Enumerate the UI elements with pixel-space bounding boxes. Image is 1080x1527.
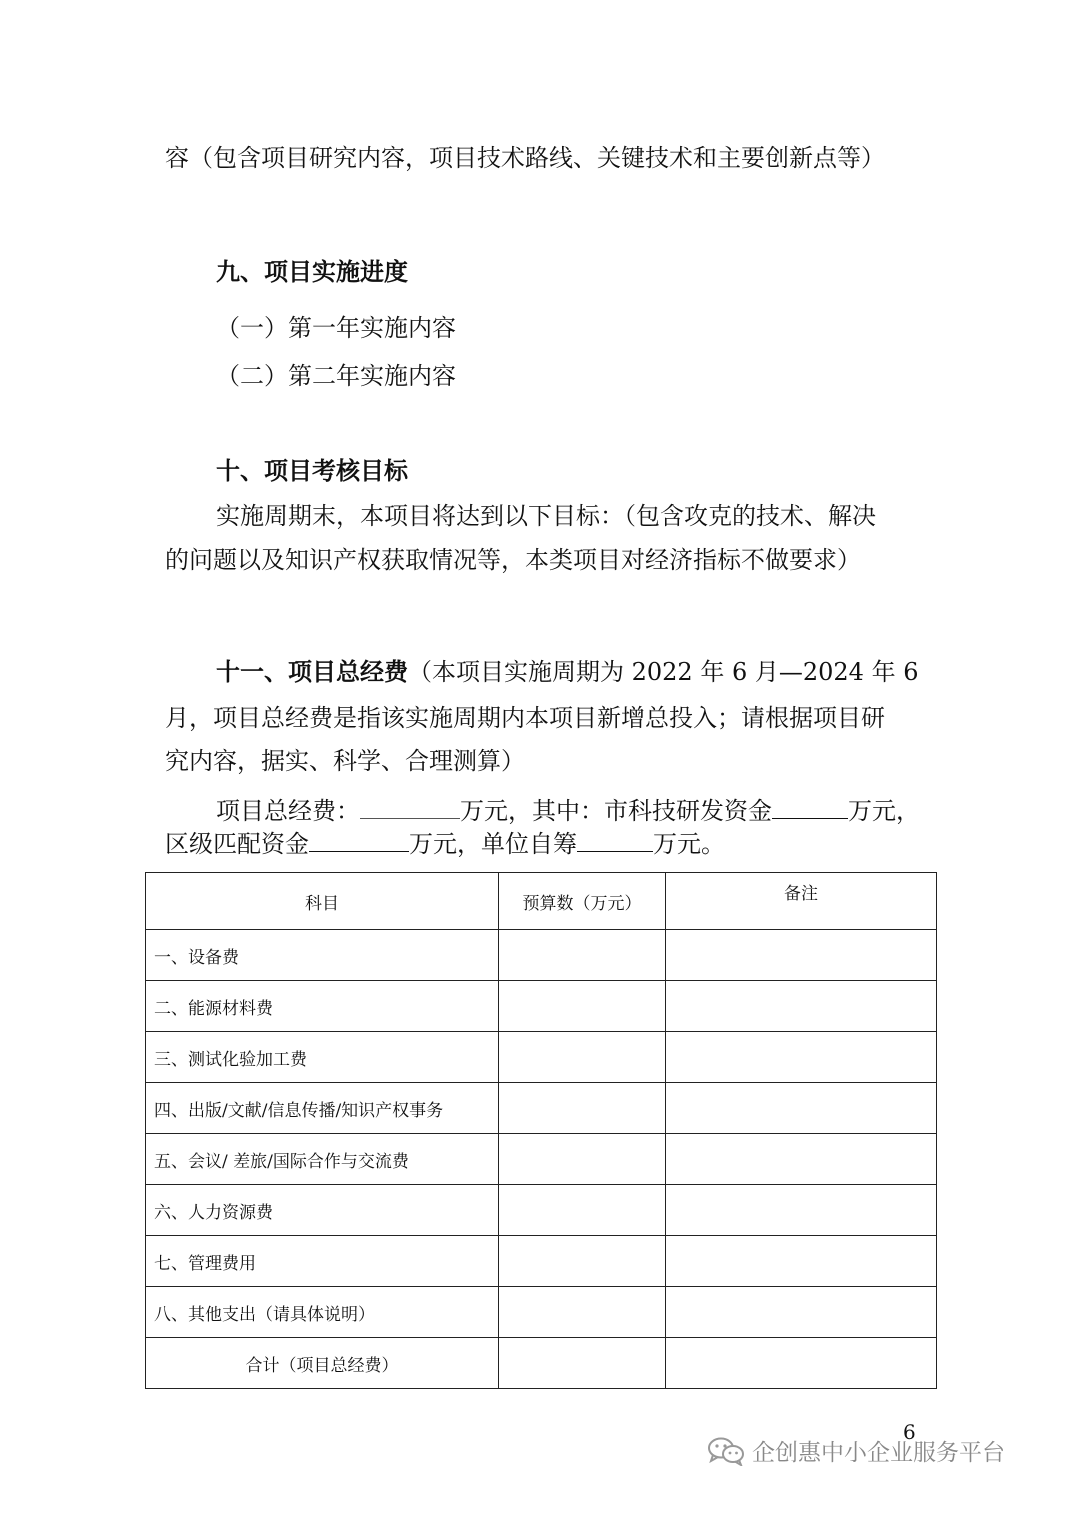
section-9-item-1: （一）第一年实施内容 [216,314,456,342]
row-note-cell[interactable] [666,930,937,981]
funding-city-blank[interactable] [772,796,848,819]
table-row [146,981,937,1032]
section-9-item-2: （二）第二年实施内容 [216,362,456,390]
header-note: 备注 [666,873,937,930]
funding-line-1 [216,795,920,827]
row-subject: 八、其他支出（请具体说明） [146,1287,499,1338]
table-row [146,930,937,981]
funding-total-label: 项目总经费： [216,797,360,825]
row-budget-cell[interactable] [499,1083,666,1134]
row-note-cell[interactable] [666,1287,937,1338]
row-subject: 三、测试化验加工费 [146,1032,499,1083]
section-11-line-3: 究内容，据实、科学、合理测算） [165,747,525,775]
funding-district-label: 区级匹配资金 [165,830,309,858]
section-9-title: 九、项目实施进度 [216,257,408,286]
header-budget: 预算数（万元） [499,873,666,930]
funding-unit-a: 万元，其中：市科技研发资金 [460,797,772,825]
table-row [146,1236,937,1287]
funding-unit-c: 万元，单位自筹 [409,830,577,858]
table-row [146,1185,937,1236]
table-row [146,1083,937,1134]
row-subject: 六、人力资源费 [146,1185,499,1236]
section-11-line-2: 月，项目总经费是指该实施周期内本项目新增总投入；请根据项目研 [165,704,885,732]
row-subject: 四、出版/文献/信息传播/知识产权事务 [146,1083,499,1134]
section-11-period: （本项目实施周期为 2022 年 6 月—2024 年 6 [408,658,919,686]
row-budget-cell[interactable] [499,1236,666,1287]
section-10-line-1: 实施周期末，本项目将达到以下目标：（包含攻克的技术、解决 [216,502,876,530]
row-note-cell[interactable] [666,1083,937,1134]
row-subject: 一、设备费 [146,930,499,981]
funding-total-blank[interactable] [360,796,460,819]
row-subject: 二、能源材料费 [146,981,499,1032]
funding-unit-d: 万元。 [653,830,725,858]
paragraph-continuation: 容（包含项目研究内容，项目技术路线、关键技术和主要创新点等） [165,144,885,172]
total-label: 合计（项目总经费） [146,1338,499,1389]
row-note-cell[interactable] [666,1134,937,1185]
section-10-title: 十、项目考核目标 [216,456,408,485]
funding-line-2 [165,828,725,860]
section-11-title: 十一、项目总经费 [216,657,408,686]
row-note-cell[interactable] [666,1236,937,1287]
table-header-row [146,873,937,930]
row-subject: 七、管理费用 [146,1236,499,1287]
row-budget-cell[interactable] [499,981,666,1032]
row-note-cell[interactable] [666,981,937,1032]
watermark [706,1434,1005,1467]
row-budget-cell[interactable] [499,1287,666,1338]
section-10-line-2: 的问题以及知识产权获取情况等，本类项目对经济指标不做要求） [165,546,861,574]
wechat-icon [706,1436,746,1466]
row-subject: 五、会议/ 差旅/国际合作与交流费 [146,1134,499,1185]
row-budget-cell[interactable] [499,1185,666,1236]
total-note-cell[interactable] [666,1338,937,1389]
table-row [146,1032,937,1083]
header-subject: 科目 [146,873,499,930]
table-total-row [146,1338,937,1389]
total-budget-cell[interactable] [499,1338,666,1389]
row-budget-cell[interactable] [499,1134,666,1185]
funding-self-blank[interactable] [577,829,653,852]
budget-table [145,872,937,1389]
table-row [146,1287,937,1338]
funding-unit-b: 万元， [848,797,920,825]
funding-district-blank[interactable] [309,829,409,852]
row-budget-cell[interactable] [499,930,666,981]
row-budget-cell[interactable] [499,1032,666,1083]
table-row [146,1134,937,1185]
row-note-cell[interactable] [666,1185,937,1236]
watermark-text: 企创惠中小企业服务平台 [752,1440,1005,1466]
page-number: 6 [903,1420,916,1444]
section-11-line-1 [216,656,918,688]
row-note-cell[interactable] [666,1032,937,1083]
